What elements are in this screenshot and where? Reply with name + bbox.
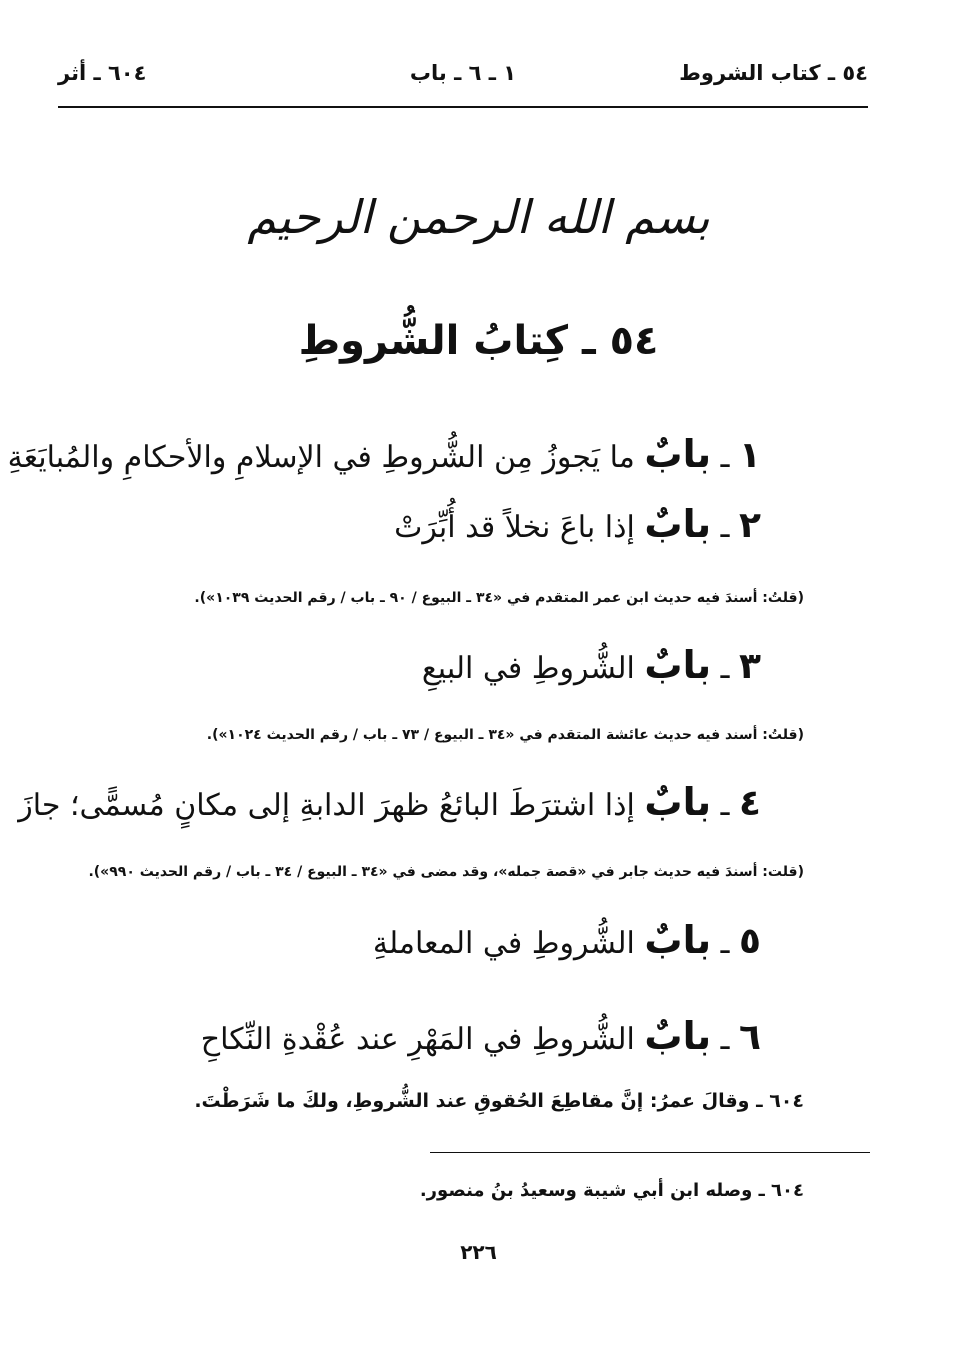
editor-note-3: (قلت: أسندَ فيه حديث جابر في «قصة جمله»، وقد مضى في «٣٤ ـ البيوع / ٣٤ ـ باب / رقم الحديث ٩٩٠»). [88, 864, 804, 880]
chapter-bab-word: بابٌ [644, 918, 712, 962]
chapter-heading-2 [394, 502, 761, 546]
running-head-athar: ٦٠٤ ـ أثر [58, 61, 147, 85]
chapter-heading-3 [422, 643, 761, 687]
page-number: ٢٢٦ [460, 1240, 497, 1264]
chapter-number: ٢ [739, 505, 761, 546]
chapter-heading-4 [18, 780, 761, 824]
footnote-604: ٦٠٤ ـ وصله ابن أبي شيبة وسعيدُ بنُ منصور. [419, 1180, 804, 1201]
chapter-number: ٣ [739, 646, 761, 687]
running-head-chapters: ١ ـ ٦ ـ باب [409, 61, 517, 85]
chapter-number: ٦ [739, 1017, 761, 1058]
running-head [58, 55, 868, 95]
chapter-title: الشُّروطِ في المَهْرِ عند عُقْدةِ النِّكاحِ [200, 1022, 635, 1057]
chapter-bab-word: بابٌ [644, 1014, 712, 1058]
basmala: بسم الله الرحمن الرحيم [247, 190, 710, 244]
chapter-bab-word: بابٌ [644, 432, 712, 476]
chapter-heading-1 [8, 432, 761, 476]
chapter-title: إذا باعَ نخلاً قد أُبِّرَتْ [394, 510, 635, 545]
chapter-title: الشُّروطِ في المعاملةِ [372, 926, 635, 961]
chapter-heading-5 [373, 918, 761, 962]
chapter-number: ٤ [739, 783, 761, 824]
chapter-bab-word: بابٌ [644, 780, 712, 824]
athar-604: ٦٠٤ ـ وقالَ عمرُ: إنَّ مقاطِعَ الحُقوقِ عند الشُّروطِ، ولكَ ما شَرَطْتَ. [194, 1090, 804, 1112]
chapter-separator: ـ [720, 440, 730, 475]
chapter-title: ما يَجوزُ مِن الشُّروطِ في الإسلامِ والأحكامِ والمُبايَعَةِ [7, 440, 635, 475]
editor-note-2: (قلتُ: أسند فيه حديث عائشة المتقدم في «٣٤ ـ البيوع / ٧٣ ـ باب / رقم الحديث ١٠٢٤»). [206, 727, 804, 743]
running-head-book: ٥٤ ـ كتاب الشروط [679, 61, 868, 85]
chapter-title: الشُّروطِ في البيعِ [421, 651, 635, 686]
header-divider [58, 106, 868, 108]
chapter-number: ٥ [739, 921, 761, 962]
chapter-bab-word: بابٌ [644, 502, 712, 546]
chapter-separator: ـ [720, 510, 730, 545]
editor-note-1: (قلتُ: أسندَ فيه حديث ابن عمر المتقدم في «٣٤ ـ البيوع / ٩٠ ـ باب / رقم الحديث ١٠٣٩»). [194, 590, 804, 606]
chapter-bab-word: بابٌ [644, 643, 712, 687]
chapter-number: ١ [739, 435, 761, 476]
chapter-separator: ـ [720, 651, 730, 686]
chapter-title: إذا اشترَطَ البائعُ ظهرَ الدابةِ إلى مكانٍ مُسمًّى؛ جازَ [18, 788, 635, 823]
book-title: ٥٤ ـ كِتابُ الشُّروطِ [298, 318, 659, 364]
chapter-separator: ـ [720, 788, 730, 823]
chapter-heading-6 [201, 1014, 761, 1058]
footnote-divider [430, 1152, 870, 1153]
chapter-separator: ـ [720, 1022, 730, 1057]
chapter-separator: ـ [720, 926, 730, 961]
